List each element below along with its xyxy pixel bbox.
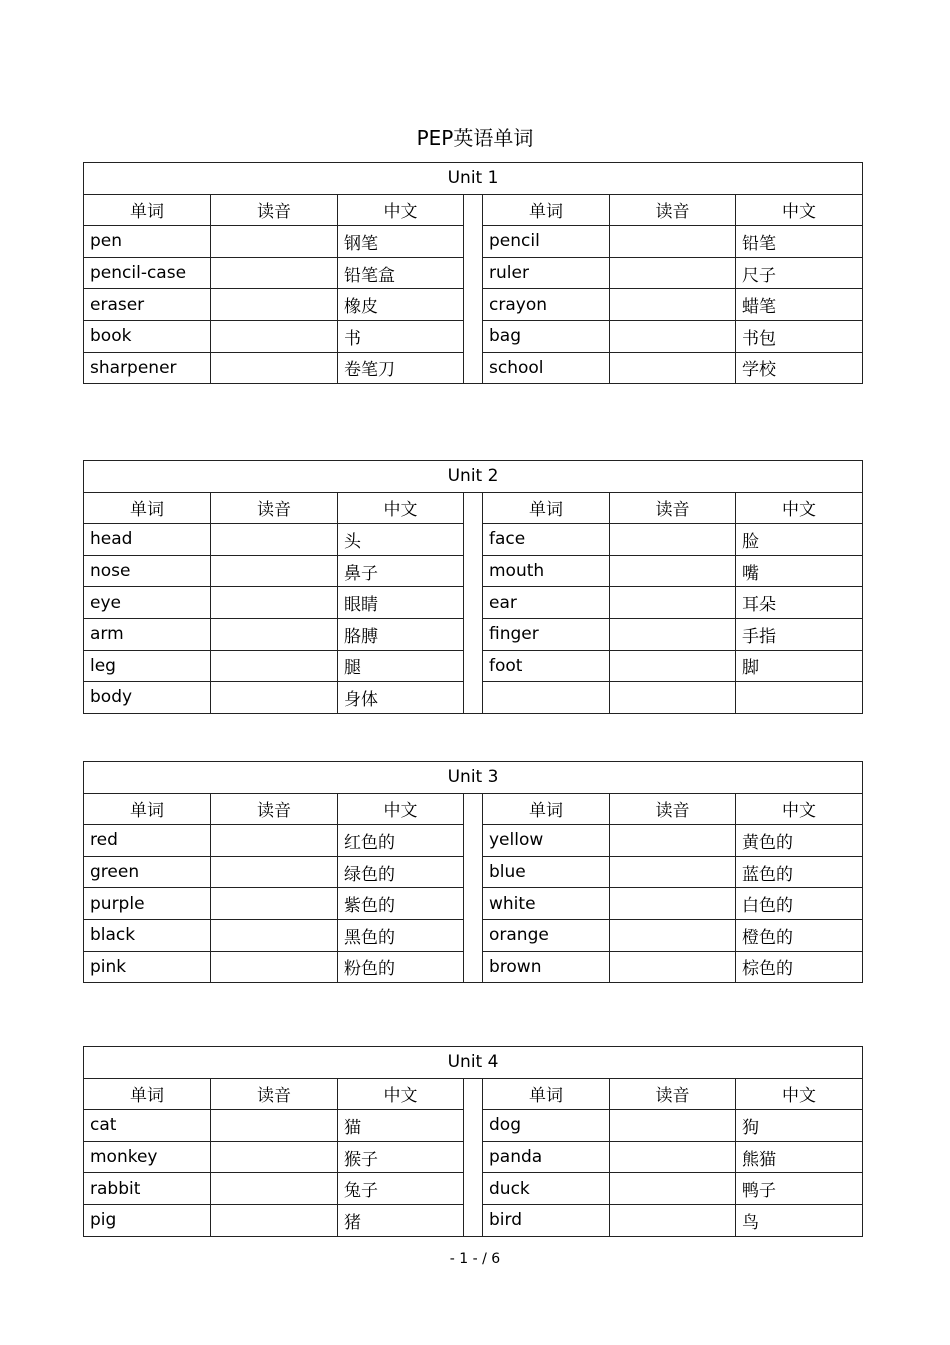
chinese-cell: 粉色的 [338,951,464,983]
word-cell: pencil-case [84,257,211,289]
word-cell: eye [84,587,211,619]
column-header: 中文 [736,1078,863,1110]
pronunciation-cell [211,682,338,714]
column-header: 读音 [610,492,736,524]
column-header: 单词 [483,194,610,226]
word-cell: body [84,682,211,714]
word-cell: mouth [483,555,610,587]
pronunciation-cell [610,1110,736,1142]
column-header: 读音 [211,1078,338,1110]
pronunciation-cell [610,320,736,352]
page-number: - 1 - / 6 [449,1251,501,1267]
pronunciation-cell [211,618,338,650]
chinese-cell: 眼睛 [338,587,464,619]
word-cell: orange [483,919,610,951]
pronunciation-cell [610,888,736,920]
column-separator [464,793,483,983]
chinese-cell: 书 [338,320,464,352]
column-header: 中文 [338,1078,464,1110]
column-header: 读音 [211,793,338,825]
pronunciation-cell [610,587,736,619]
chinese-cell: 紫色的 [338,888,464,920]
chinese-cell: 学校 [736,352,863,384]
chinese-cell: 兔子 [338,1173,464,1205]
word-cell: monkey [84,1141,211,1173]
column-header: 中文 [338,793,464,825]
column-header: 中文 [736,793,863,825]
word-cell [483,682,610,714]
chinese-cell: 脸 [736,524,863,556]
pronunciation-cell [610,257,736,289]
pronunciation-cell [211,951,338,983]
pronunciation-cell [610,352,736,384]
pronunciation-cell [211,919,338,951]
word-cell: face [483,524,610,556]
column-header: 单词 [84,492,211,524]
word-cell: school [483,352,610,384]
chinese-cell: 鼻子 [338,555,464,587]
column-header: 单词 [84,194,211,226]
pronunciation-cell [610,555,736,587]
chinese-cell: 橡皮 [338,289,464,321]
chinese-cell: 白色的 [736,888,863,920]
word-cell: dog [483,1110,610,1142]
pronunciation-cell [211,226,338,258]
word-cell: panda [483,1141,610,1173]
word-cell: nose [84,555,211,587]
pronunciation-cell [610,650,736,682]
word-cell: sharpener [84,352,211,384]
column-header: 读音 [610,1078,736,1110]
column-header: 读音 [610,194,736,226]
word-cell: rabbit [84,1173,211,1205]
chinese-cell: 脚 [736,650,863,682]
unit-title: Unit 1 [84,163,863,195]
pronunciation-cell [211,825,338,857]
word-cell: pen [84,226,211,258]
pronunciation-cell [211,524,338,556]
chinese-cell: 猪 [338,1204,464,1236]
chinese-cell: 手指 [736,618,863,650]
page-title: PEP英语单词 [416,126,534,150]
word-cell: green [84,856,211,888]
pronunciation-cell [211,289,338,321]
word-cell: pig [84,1204,211,1236]
chinese-cell: 鸟 [736,1204,863,1236]
word-cell: finger [483,618,610,650]
chinese-cell: 书包 [736,320,863,352]
unit-title: Unit 3 [84,762,863,794]
chinese-cell: 卷笔刀 [338,352,464,384]
word-cell: brown [483,951,610,983]
pronunciation-cell [610,226,736,258]
pronunciation-cell [211,856,338,888]
word-cell: crayon [483,289,610,321]
column-header: 中文 [736,194,863,226]
pronunciation-cell [211,888,338,920]
chinese-cell: 胳膊 [338,618,464,650]
pronunciation-cell [211,257,338,289]
column-header: 单词 [483,793,610,825]
pronunciation-cell [610,1173,736,1205]
unit-table [83,1046,862,1237]
word-cell: red [84,825,211,857]
chinese-cell: 绿色的 [338,856,464,888]
word-cell: blue [483,856,610,888]
column-header: 单词 [483,1078,610,1110]
pronunciation-cell [211,555,338,587]
chinese-cell: 腿 [338,650,464,682]
chinese-cell: 嘴 [736,555,863,587]
word-cell: pencil [483,226,610,258]
pronunciation-cell [211,352,338,384]
column-header: 读音 [610,793,736,825]
chinese-cell: 鸭子 [736,1173,863,1205]
word-cell: ruler [483,257,610,289]
pronunciation-cell [610,524,736,556]
word-cell: foot [483,650,610,682]
pronunciation-cell [610,289,736,321]
chinese-cell: 棕色的 [736,951,863,983]
word-cell: leg [84,650,211,682]
word-cell: black [84,919,211,951]
word-cell: duck [483,1173,610,1205]
chinese-cell: 蓝色的 [736,856,863,888]
pronunciation-cell [211,320,338,352]
word-cell: bag [483,320,610,352]
chinese-cell: 耳朵 [736,587,863,619]
word-cell: purple [84,888,211,920]
unit-table [83,761,862,983]
pronunciation-cell [211,650,338,682]
pronunciation-cell [610,856,736,888]
pronunciation-cell [211,587,338,619]
pronunciation-cell [211,1110,338,1142]
pronunciation-cell [610,682,736,714]
column-header: 中文 [338,194,464,226]
chinese-cell: 猫 [338,1110,464,1142]
pronunciation-cell [610,618,736,650]
chinese-cell: 黄色的 [736,825,863,857]
pronunciation-cell [211,1204,338,1236]
unit-title: Unit 4 [84,1047,863,1079]
word-cell: eraser [84,289,211,321]
chinese-cell: 狗 [736,1110,863,1142]
column-header: 中文 [736,492,863,524]
column-separator [464,194,483,384]
column-header: 中文 [338,492,464,524]
word-cell: yellow [483,825,610,857]
column-separator [464,492,483,713]
column-header: 读音 [211,492,338,524]
unit-title: Unit 2 [84,461,863,493]
pronunciation-cell [610,825,736,857]
pronunciation-cell [211,1141,338,1173]
pronunciation-cell [610,951,736,983]
column-header: 单词 [84,793,211,825]
pronunciation-cell [610,919,736,951]
chinese-cell [736,682,863,714]
chinese-cell: 黑色的 [338,919,464,951]
chinese-cell: 头 [338,524,464,556]
pronunciation-cell [610,1141,736,1173]
column-header: 单词 [483,492,610,524]
column-header: 读音 [211,194,338,226]
pronunciation-cell [610,1204,736,1236]
chinese-cell: 铅笔盒 [338,257,464,289]
word-cell: book [84,320,211,352]
word-cell: white [483,888,610,920]
word-cell: pink [84,951,211,983]
pronunciation-cell [211,1173,338,1205]
word-cell: bird [483,1204,610,1236]
chinese-cell: 猴子 [338,1141,464,1173]
unit-table [83,162,862,384]
word-cell: head [84,524,211,556]
chinese-cell: 钢笔 [338,226,464,258]
chinese-cell: 尺子 [736,257,863,289]
unit-table [83,460,862,714]
word-cell: ear [483,587,610,619]
word-cell: arm [84,618,211,650]
column-header: 单词 [84,1078,211,1110]
chinese-cell: 红色的 [338,825,464,857]
chinese-cell: 身体 [338,682,464,714]
chinese-cell: 蜡笔 [736,289,863,321]
column-separator [464,1078,483,1236]
chinese-cell: 橙色的 [736,919,863,951]
word-cell: cat [84,1110,211,1142]
chinese-cell: 熊猫 [736,1141,863,1173]
chinese-cell: 铅笔 [736,226,863,258]
